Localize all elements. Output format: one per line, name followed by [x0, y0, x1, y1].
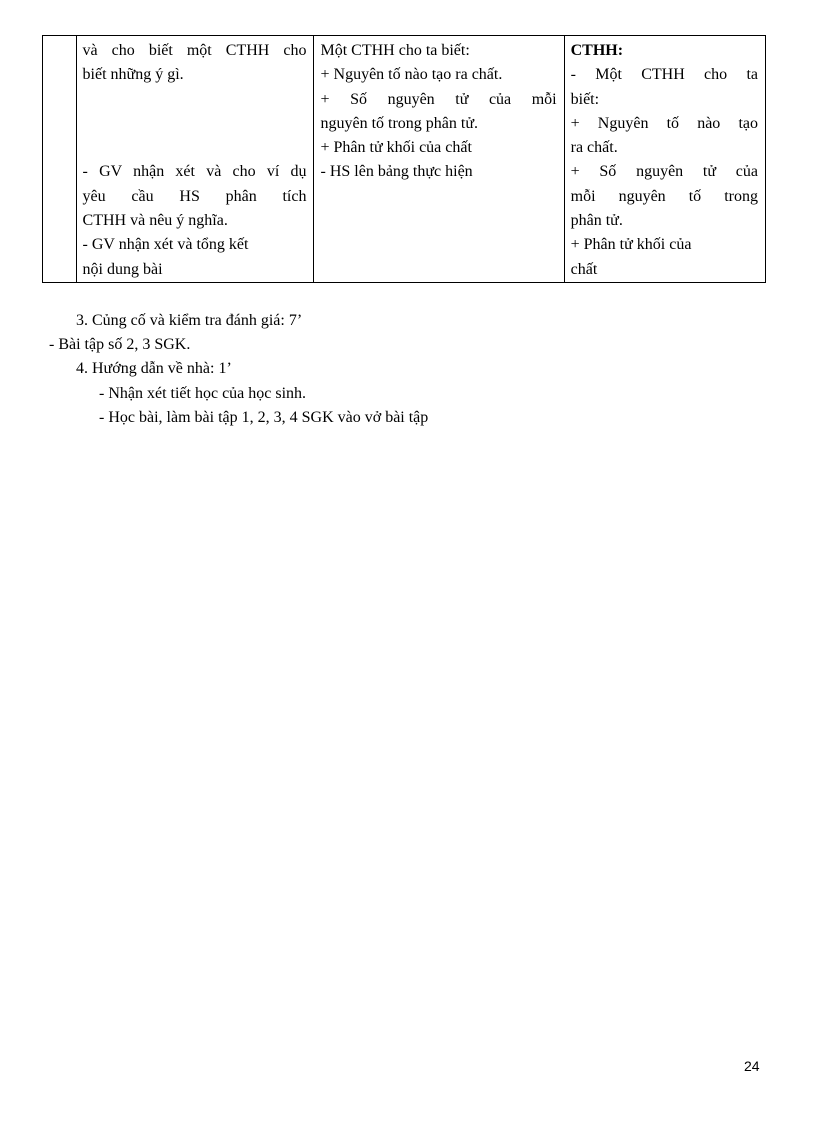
lesson-table [42, 35, 766, 283]
cell-line: + Phân tử khối của chất [320, 139, 472, 157]
table-cell-empty [43, 36, 77, 283]
table-cell-student-activity [314, 36, 564, 283]
cell-line: chất [570, 260, 598, 278]
cell-line: - Một CTHH cho ta [570, 66, 758, 84]
cell-line: CTHH và nêu ý nghĩa. [82, 212, 228, 230]
cell-line: ra chất. [570, 139, 618, 157]
cell-line: + Số nguyên tử của [570, 163, 758, 181]
cell-line: + Phân tử khối của [570, 236, 692, 254]
cell-line: - GV nhận xét và tổng kết [82, 236, 249, 254]
cell-line: biết: [570, 90, 600, 108]
cell-line: yêu cầu HS phân tích [82, 187, 307, 205]
cell-line: nguyên tố trong phân tử. [320, 114, 479, 132]
cell-line: mỗi nguyên tố trong [570, 187, 758, 205]
homework-bullet: - Học bài, làm bài tập 1, 2, 3, 4 SGK vào vở bài tập [99, 409, 429, 426]
table-cell-teacher-activity [76, 36, 314, 283]
cell-spacer [83, 88, 307, 161]
cell-line: + Số nguyên tử của mỗi [320, 90, 557, 108]
cell-line: nội dung bài [82, 260, 163, 278]
cell-line: phân tử. [570, 212, 623, 230]
cell-line: biết những ý gì. [82, 66, 184, 84]
section-3-heading: 3. Củng cố và kiểm tra đánh giá: 7’ [76, 312, 303, 329]
cell-line: Một CTHH cho ta biết: [320, 42, 470, 59]
cell-line: và cho biết một CTHH cho [82, 42, 307, 59]
cell-line: - HS lên bảng thực hiện [320, 163, 473, 181]
cell-line: + Nguyên tố nào tạo ra chất. [320, 66, 503, 84]
table-cell-content [564, 36, 765, 283]
cell-line: + Nguyên tố nào tạo [570, 114, 758, 132]
table-row [43, 36, 766, 283]
cell-line: - GV nhận xét và cho ví dụ [82, 163, 307, 181]
cell-heading: CTHH: [570, 42, 624, 59]
section-4-heading: 4. Hướng dẫn về nhà: 1’ [76, 360, 232, 377]
page-number: 24 [744, 1058, 760, 1074]
exercise-line: - Bài tập số 2, 3 SGK. [49, 336, 191, 353]
homework-bullet: - Nhận xét tiết học của học sinh. [99, 385, 307, 402]
